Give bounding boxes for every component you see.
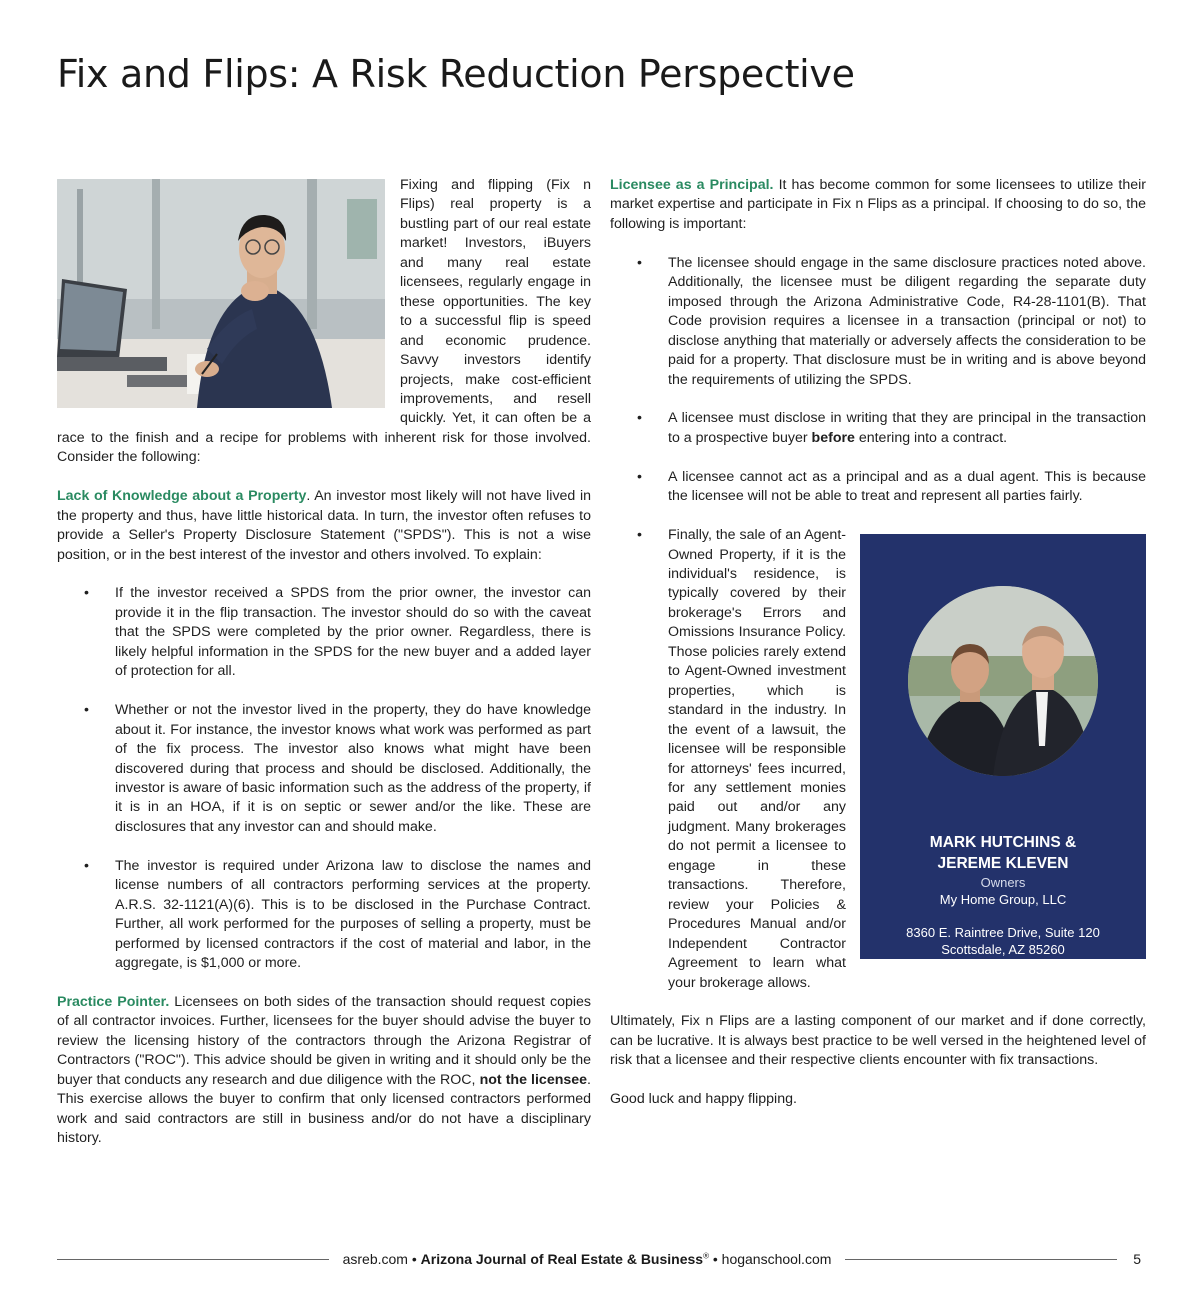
bullet-icon: •: [637, 254, 642, 271]
practice-pointer-paragraph: Practice Pointer. Licensees on both sides of the transaction should request copies of all contractor invoices. Further, licensees for the buyer should advise the buyer to review the licensing history of the contractors through the Arizona Registrar of Contractors ("ROC"). This advice should be given in writing and it should only be the buyer that conducts any research and due diligence with the ROC, not the licensee. This exercise allows the buyer to confirm that only licensed contractors performed work and said contractors are still in business and/or do not have a disciplinary history.: [57, 993, 592, 1147]
footer-rule-right: [845, 1259, 1117, 1260]
emphasis-before: before: [811, 429, 855, 446]
profile-card: [860, 534, 1146, 974]
intro-paragraph: Fixing and flipping (Fix n Flips) real property is a bustling part of our real estate market! Investors, iBuyers and many real estate licensees, regularly engage in these opportunities. The key to a successful flip is speed and economic prudence. Savvy investors identify projects, make cost-efficient improvements, and resell quickly. Yet, it can often be a race to the finish and a recipe for problems with inherent risk for those involved. Consider the following:: [57, 177, 591, 466]
owner-role: Owners: [980, 875, 1026, 891]
left-column: [57, 176, 591, 1168]
website-link[interactable]: myhomegroup.com: [947, 958, 1059, 974]
owner-names: MARK HUTCHINS & JEREME KLEVEN: [929, 834, 1077, 873]
bullet-icon: •: [637, 468, 642, 485]
list-item: • The investor is required under Arizona law to disclose the names and license numbers of all contractors performing services at the property. A.R.S. 32-1121(A)(6). This is to be disclosed in the Purchase Contract. Further, all work performed for the purposes of selling a property, must be performed by licensed contractors if the cost of material and labor, in the aggregate, is $1,000 or more.: [84, 857, 591, 972]
practice-pointer-heading: Practice Pointer.: [57, 993, 170, 1010]
footer-journal-name: Arizona Journal of Real Estate & Business: [420, 1251, 704, 1267]
closing-paragraph: Good luck and happy flipping.: [610, 1091, 797, 1108]
footer-separator: •: [411, 1251, 417, 1267]
registered-mark: ®: [703, 1251, 709, 1261]
investor-photo: [57, 179, 385, 408]
footer-credits: [329, 1251, 846, 1267]
footer-link-hoganschool[interactable]: hoganschool.com: [721, 1251, 832, 1267]
bullet-icon: •: [84, 702, 89, 719]
bullet-icon: •: [637, 410, 642, 427]
emphasis-not-the-licensee: not the licensee: [479, 1071, 588, 1088]
bullet-icon: •: [84, 585, 89, 602]
knowledge-paragraph: Lack of Knowledge about a Property. An investor most likely will not have lived in the property and thus, have little historical data. In turn, the investor often refuses to provide a Seller's Property Disclosure Statement ("SPDS"). This is not a wise position, or in the best interest of the investor and others involved. To explain:: [57, 488, 591, 563]
footer-rule-left: [57, 1259, 329, 1260]
principal-bullet-list: [610, 254, 1146, 993]
owners-photo: [908, 586, 1098, 776]
footer-link-asreb[interactable]: asreb.com: [342, 1251, 408, 1267]
conclusion-paragraph: Ultimately, Fix n Flips are a lasting component of our market and if done correctly, can be lucrative. It is always best practice to be well versed in the heightened level of risk that a licensee and their respective clients encounter with fix transactions.: [610, 1013, 1146, 1069]
principal-paragraph: Licensee as a Principal. It has become common for some licensees to utilize their market expertise and participate in Fix n Flips as a principal. If choosing to do so, the following is important:: [610, 177, 1146, 232]
address-line-2: Scottsdale, AZ 85260: [941, 941, 1065, 957]
list-item: • A licensee cannot act as a principal and as a dual agent. This is because the licensee will not be able to treat and represent all parties fairly.: [637, 468, 1146, 505]
bullet-icon: •: [84, 857, 89, 874]
footer-separator: •: [712, 1251, 718, 1267]
address-line-1: 8360 E. Raintree Drive, Suite 120: [906, 925, 1100, 941]
right-column: [610, 176, 1146, 1129]
company-name: My Home Group, LLC: [939, 892, 1067, 908]
investor-bullet-list: [57, 584, 591, 973]
list-item: • A licensee must disclose in writing that they are principal in the transaction to a prospective buyer before entering into a contract.: [637, 410, 1146, 446]
list-item: • Whether or not the investor lived in the property, they do have knowledge about it. For instance, the investor knows what work was performed as part of the fix process. The investor also knows what might have been discovered during that process and should be disclosed. Additionally, the investor is aware of basic information such as the address of the property, if it is in an HOA, if it is on septic or sewer and/or the like. These are disclosures that any investor can and should make.: [84, 702, 591, 835]
list-item: • The licensee should engage in the same disclosure practices noted above. Additionally, the licensee must be diligent regarding the separate duty imposed through the Arizona Administrative Code, R4-28-1101(B). That Code provision requires a licensee in a transaction (principal or not) to disclose anything that materially or adversely affects the consideration to be paid for a property. That disclosure must be in writing and is above beyond the requirements of utilizing the SPDS.: [637, 254, 1146, 388]
list-item: • MARK HUTCHINS & JEREME KLEVEN Owners My Home Group, LLC 8360 E. Raintree Drive, Suite 120 Scottsdale, AZ 85260 myhomegroup.com Finally, the sale of an Agent-Owned Property, if it is the individual's residence, is typically covered by their brokerage's Errors and Omissions Insurance Policy. Those policies rarely extend to Agent-Owned investment properties, which is standard in the industry. In the event of a lawsuit, the licensee will be responsible for attorneys' fees incurred, for any settlement monies paid out and/or any judgment. Many brokerages do not permit a licensee to engage in these transactions. Therefore, review your Policies & Procedures Manual and/or Independent Contractor Agreement to learn what your brokerage allows.: [610, 526, 1146, 993]
page-footer: [57, 1249, 1141, 1269]
bullet-icon: •: [637, 527, 642, 544]
page-number: 5: [1133, 1251, 1142, 1267]
page-title: Fix and Flips: A Risk Reduction Perspective: [57, 52, 855, 96]
list-item: • If the investor received a SPDS from the prior owner, the investor can provide it in the flip transaction. The investor should do so with the caveat that the SPDS were completed by the prior owner. Regardless, there is likely helpful information in the SPDS for the new buyer and a added layer of protection for all.: [84, 585, 591, 680]
knowledge-heading: Lack of Knowledge about a Property: [57, 488, 307, 505]
principal-heading: Licensee as a Principal.: [610, 177, 774, 193]
